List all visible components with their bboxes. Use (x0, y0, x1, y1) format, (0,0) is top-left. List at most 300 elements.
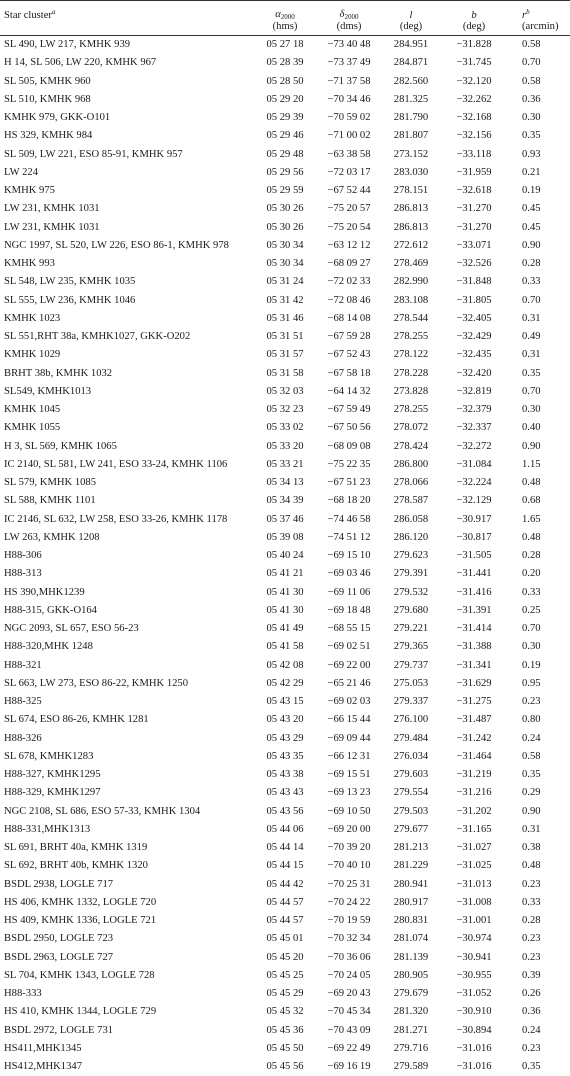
cell-cluster-name: H88-331,MHK1313 (4, 823, 91, 835)
cell-b: −32.420 (456, 367, 492, 379)
cell-dec: −67 59 49 (327, 404, 371, 416)
cell-l: 279.589 (393, 1061, 429, 1073)
table-row (0, 36, 570, 54)
cell-cluster-name: SL 691, BRHT 40a, KMHK 1319 (4, 842, 148, 854)
header-r: $r^b$ (508, 1, 570, 22)
cell-ra: 05 37 46 (266, 513, 304, 525)
table-row (0, 583, 570, 601)
cell-ra: 05 29 59 (266, 185, 304, 197)
cell-l: 275.053 (393, 677, 429, 689)
cell-cluster-name: HS 406, KMHK 1332, LOGLE 720 (4, 896, 157, 908)
table-row (0, 200, 570, 218)
cell-cluster-name: H88-333 (4, 988, 42, 1000)
table-row (0, 729, 570, 747)
cell-dec: −70 45 34 (327, 1006, 371, 1018)
cell-dec: −64 14 32 (327, 385, 371, 397)
cell-l: 278.151 (393, 185, 429, 197)
cell-r: 0.33 (522, 276, 541, 288)
cell-ra: 05 41 30 (266, 604, 304, 616)
cell-r: 0.29 (522, 787, 541, 799)
cell-ra: 05 45 50 (266, 1042, 304, 1054)
table-row (0, 364, 570, 382)
cell-b: −32.618 (456, 185, 492, 197)
cell-b: −31.016 (456, 1042, 492, 1054)
cell-dec: −69 03 46 (327, 568, 371, 580)
table-row (0, 766, 570, 784)
cell-r: 0.93 (522, 148, 541, 160)
cell-ra: 05 41 21 (266, 568, 304, 580)
cell-ra: 05 42 08 (266, 659, 304, 671)
table-row (0, 72, 570, 90)
cell-b: −32.156 (456, 130, 492, 142)
cell-dec: −71 37 58 (327, 75, 371, 87)
cell-ra: 05 45 56 (266, 1061, 304, 1073)
cell-l: 278.066 (393, 477, 429, 489)
cell-ra: 05 30 26 (266, 203, 304, 215)
cell-b: −31.828 (456, 39, 492, 51)
cell-r: 0.45 (522, 221, 541, 233)
table-row (0, 875, 570, 893)
cell-ra: 05 29 48 (266, 148, 304, 160)
cell-ra: 05 29 46 (266, 130, 304, 142)
cell-r: 0.90 (522, 239, 541, 251)
cell-ra: 05 40 24 (266, 550, 304, 562)
cell-cluster-name: NGC 1997, SL 520, LW 226, ESO 86-1, KMHK 978 (4, 239, 229, 251)
cell-l: 278.072 (393, 422, 429, 434)
cell-r: 0.58 (522, 750, 541, 762)
cell-l: 279.365 (393, 641, 429, 653)
cell-ra: 05 29 56 (266, 166, 304, 178)
cell-r: 0.90 (522, 440, 541, 452)
table-row (0, 547, 570, 565)
cell-l: 273.152 (393, 148, 429, 160)
cell-ra: 05 31 24 (266, 276, 304, 288)
cell-r: 0.19 (522, 185, 541, 197)
cell-ra: 05 45 29 (266, 988, 304, 1000)
cell-l: 286.813 (393, 221, 429, 233)
cell-dec: −69 15 51 (327, 769, 371, 781)
cell-dec: −70 39 20 (327, 842, 371, 854)
cell-b: −32.526 (456, 258, 492, 270)
cell-b: −32.819 (456, 385, 492, 397)
cell-r: 0.28 (522, 915, 541, 927)
cell-r: 0.58 (522, 39, 541, 51)
cell-b: −32.435 (456, 349, 492, 361)
cell-l: 286.813 (393, 203, 429, 215)
cell-cluster-name: HS 329, KMHK 984 (4, 130, 93, 142)
cell-l: 286.800 (393, 458, 429, 470)
cell-l: 278.469 (393, 258, 429, 270)
cell-cluster-name: KMHK 1055 (4, 422, 61, 434)
table-row (0, 674, 570, 692)
cell-b: −32.337 (456, 422, 492, 434)
unit-b: (deg) (440, 21, 508, 36)
table-row (0, 601, 570, 619)
table-row (0, 747, 570, 765)
cell-r: 0.80 (522, 714, 541, 726)
table-row (0, 218, 570, 236)
cell-dec: −69 18 48 (327, 604, 371, 616)
cell-r: 0.35 (522, 769, 541, 781)
table-row (0, 90, 570, 108)
cell-b: −31.165 (456, 823, 492, 835)
cell-cluster-name: BSDL 2938, LOGLE 717 (4, 878, 114, 890)
cell-dec: −68 18 20 (327, 495, 371, 507)
cell-cluster-name: H88-321 (4, 659, 42, 671)
table-row (0, 382, 570, 400)
cell-dec: −63 38 58 (327, 148, 371, 160)
unit-l: (deg) (382, 21, 440, 36)
table-header (0, 1, 570, 36)
cell-ra: 05 43 35 (266, 750, 304, 762)
cell-dec: −67 58 18 (327, 367, 371, 379)
cell-l: 278.544 (393, 312, 429, 324)
cell-r: 0.28 (522, 258, 541, 270)
cell-l: 283.108 (393, 294, 429, 306)
table-row (0, 985, 570, 1003)
cell-b: −30.817 (456, 531, 492, 543)
cell-dec: −68 09 08 (327, 440, 371, 452)
cell-cluster-name: SL 678, KMHK1283 (4, 750, 94, 762)
cell-dec: −70 24 22 (327, 896, 371, 908)
cell-b: −31.219 (456, 769, 492, 781)
cell-l: 279.221 (393, 623, 429, 635)
cell-cluster-name: HS 390,MHK1239 (4, 586, 85, 598)
cell-b: −31.848 (456, 276, 492, 288)
cell-ra: 05 31 42 (266, 294, 304, 306)
table-row (0, 1003, 570, 1021)
table-row (0, 966, 570, 984)
cell-r: 0.35 (522, 1061, 541, 1073)
cell-b: −32.272 (456, 440, 492, 452)
cell-dec: −75 20 54 (327, 221, 371, 233)
unit-dec: (dms) (316, 21, 382, 36)
table-row (0, 182, 570, 200)
cell-dec: −67 52 43 (327, 349, 371, 361)
cell-cluster-name: BRHT 38b, KMHK 1032 (4, 367, 113, 379)
cell-ra: 05 43 29 (266, 732, 304, 744)
cell-dec: −69 22 49 (327, 1042, 371, 1054)
cell-r: 0.38 (522, 842, 541, 854)
cell-cluster-name: IC 2146, SL 632, LW 258, ESO 33-26, KMHK 1178 (4, 513, 228, 525)
cell-ra: 05 31 57 (266, 349, 304, 361)
cell-r: 0.35 (522, 367, 541, 379)
cell-ra: 05 33 02 (266, 422, 304, 434)
table-row (0, 930, 570, 948)
table-row (0, 273, 570, 291)
cell-ra: 05 33 20 (266, 440, 304, 452)
cell-l: 279.716 (393, 1042, 429, 1054)
cell-l: 272.612 (393, 239, 429, 251)
cell-ra: 05 44 42 (266, 878, 304, 890)
cell-dec: −71 00 02 (327, 130, 371, 142)
cell-dec: −68 55 15 (327, 623, 371, 635)
cell-b: −32.262 (456, 93, 492, 105)
table-row (0, 638, 570, 656)
cell-ra: 05 43 38 (266, 769, 304, 781)
cell-l: 278.122 (393, 349, 429, 361)
cell-r: 0.39 (522, 969, 541, 981)
cell-ra: 05 34 39 (266, 495, 304, 507)
cell-b: −31.959 (456, 166, 492, 178)
cell-b: −31.016 (456, 1061, 492, 1073)
cell-ra: 05 33 21 (266, 458, 304, 470)
table-row (0, 492, 570, 510)
cell-b: −31.805 (456, 294, 492, 306)
cell-b: −32.120 (456, 75, 492, 87)
cell-r: 0.70 (522, 385, 541, 397)
cell-l: 282.990 (393, 276, 429, 288)
cell-ra: 05 43 56 (266, 805, 304, 817)
cell-l: 284.871 (393, 57, 429, 69)
cell-b: −31.013 (456, 878, 492, 890)
table-row (0, 839, 570, 857)
table-row (0, 802, 570, 820)
cell-b: −31.414 (456, 623, 492, 635)
table-row (0, 565, 570, 583)
cell-cluster-name: NGC 2093, SL 657, ESO 56-23 (4, 623, 139, 635)
cell-l: 279.391 (393, 568, 429, 580)
cell-l: 286.120 (393, 531, 429, 543)
cell-dec: −69 20 00 (327, 823, 371, 835)
cell-r: 0.31 (522, 349, 541, 361)
cell-l: 280.905 (393, 969, 429, 981)
cell-dec: −66 15 44 (327, 714, 371, 726)
cell-cluster-name: SL 490, LW 217, KMHK 939 (4, 39, 131, 51)
header-ra: $\alpha_{2000}$ (254, 1, 316, 22)
cell-l: 281.271 (393, 1024, 429, 1036)
cell-r: 0.26 (522, 988, 541, 1000)
cell-dec: −70 43 09 (327, 1024, 371, 1036)
cell-cluster-name: BSDL 2963, LOGLE 727 (4, 951, 114, 963)
table-row (0, 510, 570, 528)
cell-ra: 05 32 03 (266, 385, 304, 397)
table-row (0, 109, 570, 127)
cell-r: 0.23 (522, 933, 541, 945)
cell-dec: −69 10 50 (327, 805, 371, 817)
cell-dec: −70 19 59 (327, 915, 371, 927)
cell-cluster-name: H 3, SL 569, KMHK 1065 (4, 440, 117, 452)
cell-cluster-name: SL 548, LW 235, KMHK 1035 (4, 276, 136, 288)
cell-b: −30.974 (456, 933, 492, 945)
cell-l: 281.325 (393, 93, 429, 105)
cell-b: −31.242 (456, 732, 492, 744)
cell-dec: −72 08 46 (327, 294, 371, 306)
cell-ra: 05 32 23 (266, 404, 304, 416)
cell-ra: 05 27 18 (266, 39, 304, 51)
table-row (0, 309, 570, 327)
cell-b: −33.071 (456, 239, 492, 251)
cell-r: 0.24 (522, 732, 541, 744)
cell-cluster-name: SL 551,RHT 38a, KMHK1027, GKK-O202 (4, 331, 191, 343)
cell-ra: 05 43 43 (266, 787, 304, 799)
cell-cluster-name: KMHK 975 (4, 185, 55, 197)
cell-dec: −68 14 08 (327, 312, 371, 324)
cell-r: 0.21 (522, 166, 541, 178)
cell-l: 280.831 (393, 915, 429, 927)
cell-b: −31.025 (456, 860, 492, 872)
cell-r: 0.33 (522, 586, 541, 598)
cell-r: 0.28 (522, 550, 541, 562)
unit-ra: (hms) (254, 21, 316, 36)
cell-ra: 05 45 36 (266, 1024, 304, 1036)
cell-l: 278.228 (393, 367, 429, 379)
cell-cluster-name: SL 509, LW 221, ESO 85-91, KMHK 957 (4, 148, 183, 160)
table-row (0, 127, 570, 145)
cell-r: 0.40 (522, 422, 541, 434)
header-l: l (382, 1, 440, 22)
cell-b: −31.745 (456, 57, 492, 69)
cell-l: 276.034 (393, 750, 429, 762)
cell-ra: 05 44 06 (266, 823, 304, 835)
cell-ra: 05 31 46 (266, 312, 304, 324)
cell-r: 0.58 (522, 75, 541, 87)
cell-ra: 05 41 58 (266, 641, 304, 653)
cell-r: 0.95 (522, 677, 541, 689)
table-row (0, 784, 570, 802)
cell-dec: −75 20 57 (327, 203, 371, 215)
cell-cluster-name: SL 704, KMHK 1343, LOGLE 728 (4, 969, 155, 981)
cell-dec: −74 46 58 (327, 513, 371, 525)
cell-b: −31.052 (456, 988, 492, 1000)
cell-l: 279.484 (393, 732, 429, 744)
cell-l: 279.680 (393, 604, 429, 616)
cell-l: 279.532 (393, 586, 429, 598)
cell-cluster-name: KMHK 1023 (4, 312, 61, 324)
cell-cluster-name: LW 231, KMHK 1031 (4, 203, 100, 215)
cell-b: −30.941 (456, 951, 492, 963)
cell-l: 280.941 (393, 878, 429, 890)
cell-dec: −70 40 10 (327, 860, 371, 872)
cell-ra: 05 34 13 (266, 477, 304, 489)
header-dec: $\delta_{2000}$ (316, 1, 382, 22)
table-row (0, 620, 570, 638)
cell-cluster-name: KMHK 1029 (4, 349, 61, 361)
cell-cluster-name: SL 692, BRHT 40b, KMHK 1320 (4, 860, 148, 872)
cell-cluster-name: LW 231, KMHK 1031 (4, 221, 100, 233)
cell-l: 281.229 (393, 860, 429, 872)
table-row (0, 1021, 570, 1039)
cell-ra: 05 28 50 (266, 75, 304, 87)
cell-b: −31.084 (456, 458, 492, 470)
cell-r: 0.48 (522, 477, 541, 489)
cell-b: −31.001 (456, 915, 492, 927)
cell-dec: −75 22 35 (327, 458, 371, 470)
table-row (0, 656, 570, 674)
table-row (0, 857, 570, 875)
cell-b: −32.379 (456, 404, 492, 416)
cell-cluster-name: H88-315, GKK-O164 (4, 604, 97, 616)
cell-dec: −73 40 48 (327, 39, 371, 51)
cell-cluster-name: H88-306 (4, 550, 42, 562)
cell-r: 0.23 (522, 951, 541, 963)
cell-b: −31.464 (456, 750, 492, 762)
cell-r: 0.48 (522, 860, 541, 872)
cell-l: 279.603 (393, 769, 429, 781)
table-row (0, 328, 570, 346)
table-row (0, 437, 570, 455)
table-row (0, 236, 570, 254)
cell-r: 0.30 (522, 641, 541, 653)
table-row (0, 1058, 570, 1076)
cell-b: −31.270 (456, 203, 492, 215)
cell-dec: −70 34 46 (327, 93, 371, 105)
cell-cluster-name: HS412,MHK1347 (4, 1061, 82, 1073)
cell-l: 278.587 (393, 495, 429, 507)
cell-l: 280.917 (393, 896, 429, 908)
cell-cluster-name: HS 409, KMHK 1336, LOGLE 721 (4, 915, 157, 927)
cell-b: −31.008 (456, 896, 492, 908)
cell-dec: −69 13 23 (327, 787, 371, 799)
cell-ra: 05 29 20 (266, 93, 304, 105)
cell-b: −31.388 (456, 641, 492, 653)
cell-dec: −67 51 23 (327, 477, 371, 489)
cell-r: 0.20 (522, 568, 541, 580)
cell-dec: −72 03 17 (327, 166, 371, 178)
cell-ra: 05 28 39 (266, 57, 304, 69)
cell-b: −31.441 (456, 568, 492, 580)
cell-l: 281.213 (393, 842, 429, 854)
cell-l: 278.255 (393, 331, 429, 343)
cell-r: 0.23 (522, 878, 541, 890)
cell-l: 278.424 (393, 440, 429, 452)
cell-ra: 05 41 49 (266, 623, 304, 635)
cell-r: 0.45 (522, 203, 541, 215)
cell-b: −32.405 (456, 312, 492, 324)
table-row (0, 1039, 570, 1057)
cell-b: −31.270 (456, 221, 492, 233)
cell-dec: −68 09 27 (327, 258, 371, 270)
cell-dec: −67 59 28 (327, 331, 371, 343)
table-row (0, 291, 570, 309)
cell-ra: 05 30 26 (266, 221, 304, 233)
cell-ra: 05 31 51 (266, 331, 304, 343)
cell-l: 282.560 (393, 75, 429, 87)
cell-ra: 05 43 15 (266, 696, 304, 708)
cell-dec: −70 59 02 (327, 112, 371, 124)
cell-l: 278.255 (393, 404, 429, 416)
cell-dec: −69 16 19 (327, 1061, 371, 1073)
table-row (0, 255, 570, 273)
cell-ra: 05 45 25 (266, 969, 304, 981)
cell-l: 284.951 (393, 39, 429, 51)
cell-ra: 05 42 29 (266, 677, 304, 689)
cell-b: −32.429 (456, 331, 492, 343)
cell-cluster-name: H88-329, KMHK1297 (4, 787, 101, 799)
cell-r: 0.33 (522, 896, 541, 908)
cell-r: 0.68 (522, 495, 541, 507)
cell-dec: −69 09 44 (327, 732, 371, 744)
header-b: b (440, 1, 508, 22)
table-row (0, 419, 570, 437)
table-row (0, 820, 570, 838)
table-row (0, 401, 570, 419)
cell-dec: −69 20 43 (327, 988, 371, 1000)
cell-ra: 05 44 57 (266, 896, 304, 908)
cell-cluster-name: H88-327, KMHK1295 (4, 769, 101, 781)
cell-r: 0.48 (522, 531, 541, 543)
cell-cluster-name: KMHK 1045 (4, 404, 61, 416)
table-row (0, 163, 570, 181)
cell-dec: −65 21 46 (327, 677, 371, 689)
cell-l: 281.074 (393, 933, 429, 945)
cell-b: −30.917 (456, 513, 492, 525)
cell-cluster-name: LW 224 (4, 166, 39, 178)
cell-r: 0.24 (522, 1024, 541, 1036)
cell-dec: −66 12 31 (327, 750, 371, 762)
table-row (0, 912, 570, 930)
cell-cluster-name: SL 588, KMHK 1101 (4, 495, 96, 507)
